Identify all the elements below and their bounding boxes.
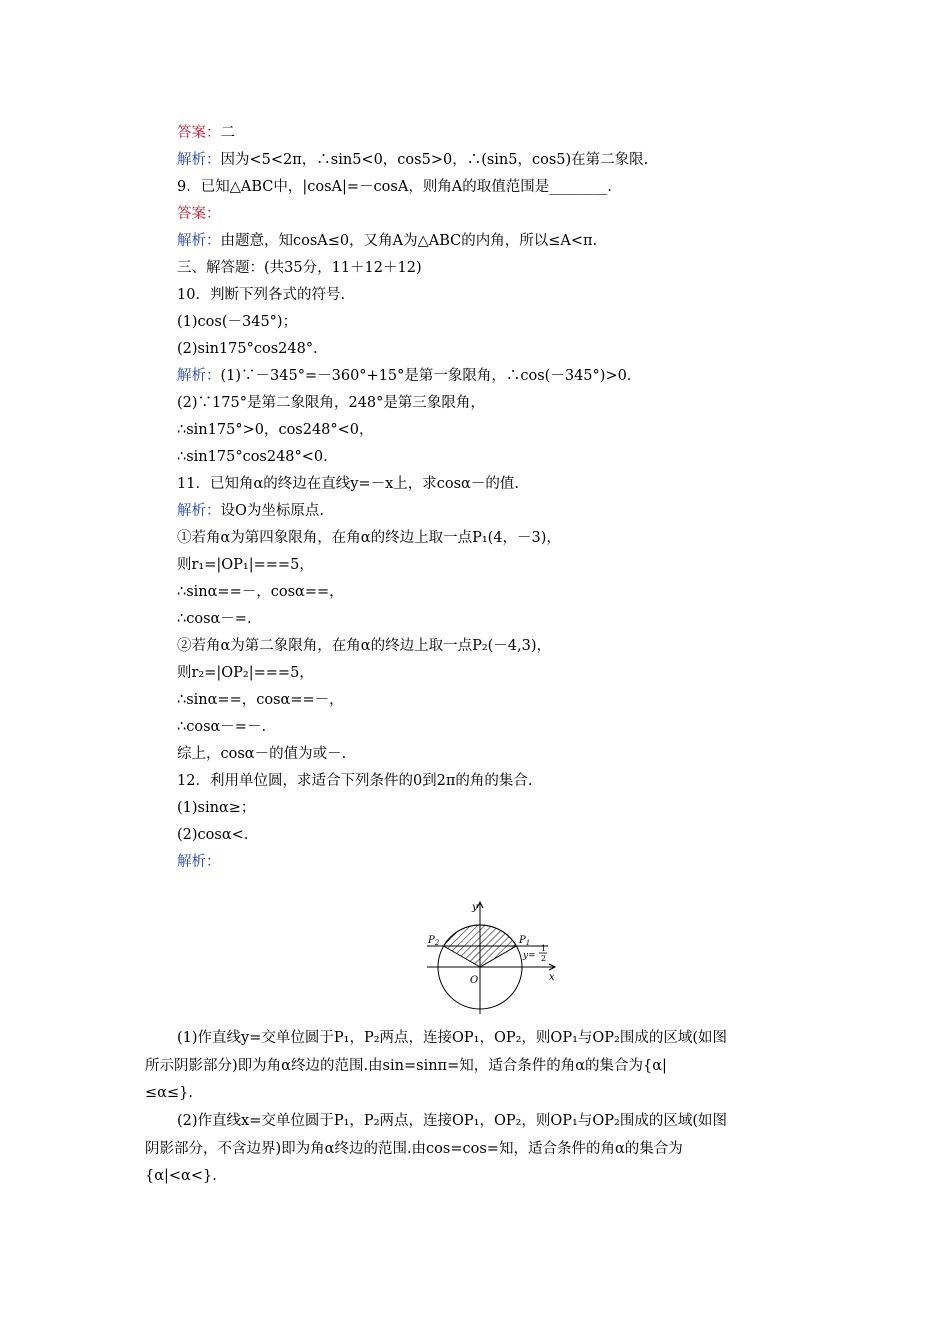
question-12-part-1 [177,798,255,818]
p1-label: $P_1$ [519,935,531,947]
analysis-line-10 [177,366,631,386]
analysis-line-8 [177,150,648,170]
solution-text: 则r₂=|OP₂|===5， [177,665,314,681]
analysis-line-12 [177,852,221,872]
solution-line [177,717,266,737]
solution-text: ∴sinα==，cosα==－， [177,692,344,708]
analysis-label: 解析： [177,368,221,384]
solution-line [177,555,314,575]
solution-text: 则r₁=|OP₁|===5， [177,557,314,573]
solution-line [177,636,551,656]
question-12 [177,771,533,791]
paragraph-line: (1)作直线y=交单位圆于P₁，P₂两点，连接OP₁，OP₂，则OP₁与OP₂围成的区域(如图 [177,1030,727,1046]
answer-line-8 [177,123,235,143]
solution-line [177,447,328,467]
paragraph-line: (2)作直线x=交单位圆于P₁，P₂两点，连接OP₁，OP₂，则OP₁与OP₂围成的区域(如图 [177,1113,727,1129]
y-label: y [472,902,478,913]
analysis-line-11 [177,501,324,521]
question-text: 10．判断下列各式的符号. [177,287,346,303]
solution-text: ∴sinα==－，cosα==， [177,584,344,600]
answer-label: 答案： [177,206,221,222]
question-part: (2)cosα<. [177,827,249,843]
solution-paragraph-1 [145,1025,805,1108]
question-10 [177,285,345,305]
unit-circle-figure [420,898,570,1018]
solution-line [177,690,344,710]
line-equation-label: y= [523,951,536,961]
solution-line [177,528,561,548]
question-12-part-2 [177,825,248,845]
question-11 [177,474,519,494]
question-10-part-2 [177,339,318,359]
question-text: 12．利用单位圆，求适合下列条件的0到2π的角的集合. [177,773,533,789]
solution-text: ∴sin175°>0，cos248°<0， [177,422,374,438]
solution-line [177,393,485,413]
paragraph-line: ≤α≤}. [145,1085,193,1101]
analysis-text: 设O为坐标原点. [220,503,324,519]
analysis-text: 因为<5<2π，∴sin5<0，cos5>0，∴(sin5，cos5)在第二象限. [220,152,649,168]
analysis-line-9 [177,231,597,251]
solution-line [177,609,252,629]
x-label: x [549,972,555,983]
solution-line [177,744,346,764]
solution-line [177,582,344,602]
question-text: 9．已知△ABC中，|cosA|=－cosA，则角A的取值范围是________. [177,179,612,195]
solution-paragraph-2 [145,1108,805,1191]
question-part: (1)cos(－345°)； [177,314,298,330]
solution-text: ②若角α为第二象限角，在角α的终边上取一点P₂(－4,3)， [177,638,552,654]
analysis-text: 由题意，知cosA≤0，又角A为△ABC的内角，所以≤A<π. [220,233,598,249]
question-9 [177,177,612,197]
section-heading [177,258,422,278]
solution-text: (2)∵175°是第二象限角，248°是第三象限角， [177,395,485,411]
paragraph-line: 所示阴影部分)即为角α终边的范围.由sin=sinπ=知，适合条件的角α的集合为{α| [145,1057,667,1074]
solution-text: 综上，cosα－的值为或－. [177,746,347,762]
p2-label: $P_2$ [428,935,440,947]
solution-text: ①若角α为第四象限角，在角α的终边上取一点P₁(4，－3)， [177,530,561,546]
solution-line [177,420,374,440]
solution-text: ∴cosα－=. [177,611,252,627]
analysis-label: 解析： [177,152,221,168]
analysis-label: 解析： [177,233,221,249]
answer-label: 答案： [177,125,221,141]
answer-text: 二 [220,125,235,141]
question-10-part-1 [177,312,297,332]
solution-text: ∴sin175°cos248°<0. [177,449,328,465]
origin-label: O [470,975,479,986]
analysis-label: 解析： [177,503,221,519]
fraction-numerator: 1 [541,944,547,953]
solution-text: ∴cosα－=－. [177,719,267,735]
paragraph-line: 阴影部分，不含边界)即为角α终边的范围.由cos=cos=知，适合条件的角α的集合为 [145,1140,683,1157]
analysis-text: (1)∵－345°=－360°+15°是第一象限角，∴cos(－345°)>0. [220,368,632,384]
question-text: 11．已知角α的终边在直线y=－x上，求cosα－的值. [177,476,519,492]
analysis-label: 解析： [177,854,221,870]
question-part: (1)sinα≥； [177,800,256,816]
answer-line-9 [177,204,221,224]
fraction-denominator: 2 [541,954,547,963]
section-title: 三、解答题：(共35分，11＋12＋12) [177,260,422,276]
paragraph-line: {α|<α<}. [145,1168,217,1184]
question-part: (2)sin175°cos248°. [177,341,318,357]
solution-line [177,663,314,683]
